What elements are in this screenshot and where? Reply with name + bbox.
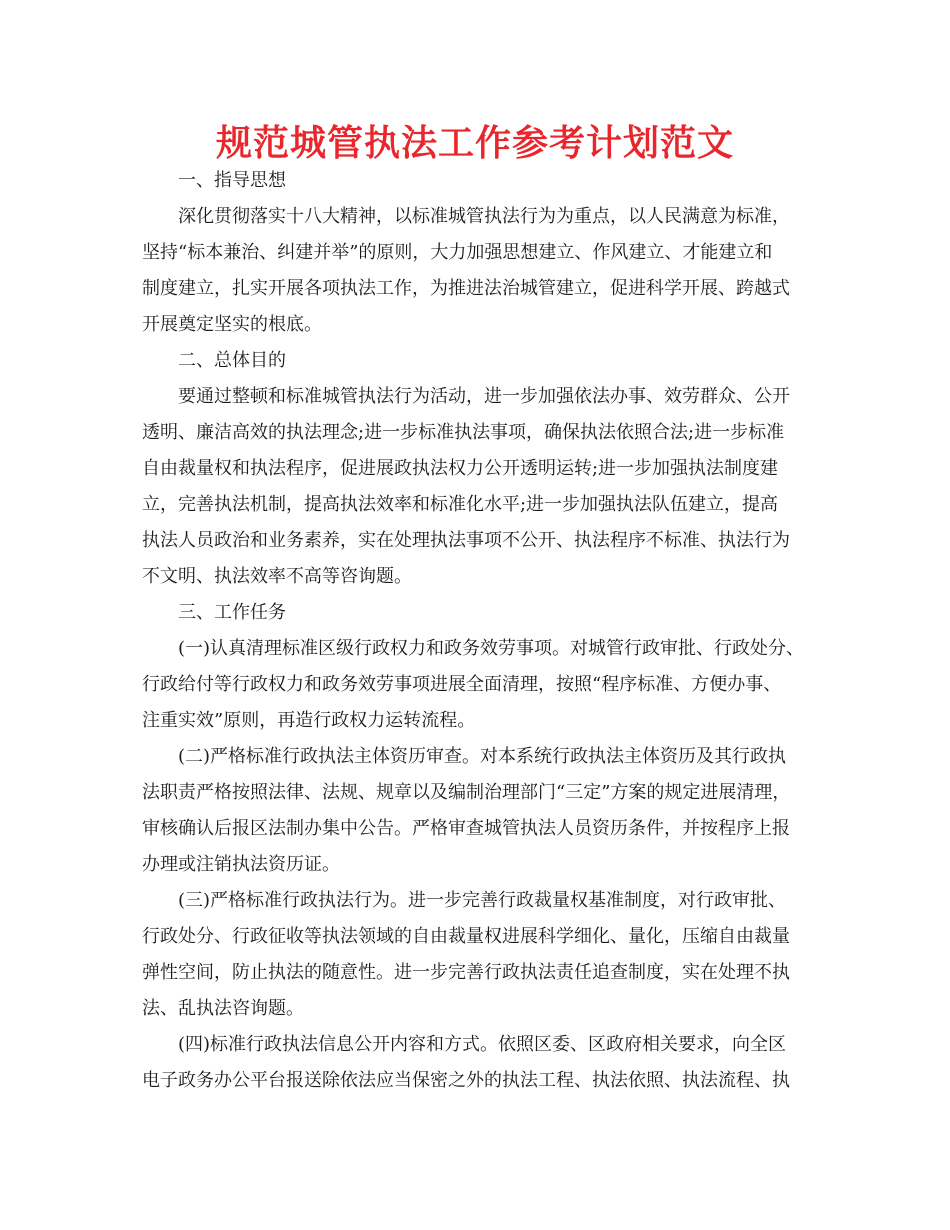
document-title: 规范城管执法工作参考计划范文: [215, 123, 734, 164]
text-line: 要通过整顿和标准城管执法行为活动，进一步加强依法办事、效劳群众、公开: [178, 386, 790, 407]
text-line: 透明、廉洁高效的执法理念;进一步标准执法事项，确保执法依照合法;进一步标准: [142, 422, 785, 443]
text-line: 坚持“标本兼治、纠建并举”的原则，大力加强思想建立、作风建立、才能建立和: [142, 242, 773, 263]
text-line: 注重实效”原则，再造行政权力运转流程。: [142, 710, 476, 731]
text-line: 执法人员政治和业务素养，实在处理执法事项不公开、执法程序不标准、执法行为: [142, 530, 790, 551]
document-body: [142, 163, 832, 1099]
text-line: 行政给付等行政权力和政务效劳事项进展全面清理，按照“程序标准、方便办事、: [142, 674, 782, 695]
text-line: 法职责严格按照法律、法规、规章以及编制治理部门“三定”方案的规定进展清理，: [142, 782, 791, 803]
text-line: 审核确认后报区法制办集中公告。严格审查城管执法人员资历条件，并按程序上报: [142, 818, 790, 839]
text-line: 立，完善执法机制，提高执法效率和标准化水平;进一步加强执法队伍建立，提高: [142, 494, 779, 515]
text-line: 电子政务办公平台报送除依法应当保密之外的执法工程、执法依照、执法流程、执: [142, 1070, 790, 1091]
text-line: 一、指导思想: [178, 170, 286, 191]
text-line: 深化贯彻落实十八大精神，以标准城管执法行为为重点，以人民满意为标准，: [178, 206, 790, 227]
text-line: (二)严格标准行政执法主体资历审查。对本系统行政执法主体资历及其行政执: [178, 746, 787, 767]
text-line: 二、总体目的: [178, 350, 286, 371]
text-line: (三)严格标准行政执法行为。进一步完善行政裁量权基准制度，对行政审批、: [178, 890, 787, 911]
text-line: 三、工作任务: [178, 602, 286, 623]
text-line: 自由裁量权和执法程序，促进展政执法权力公开透明运转;进一步加强执法制度建: [142, 458, 779, 479]
text-line: 开展奠定坚实的根底。: [142, 314, 322, 335]
text-line: (四)标准行政执法信息公开内容和方式。依照区委、区政府相关要求，向全区: [178, 1034, 787, 1055]
text-line: 行政处分、行政征收等执法领域的自由裁量权进展科学细化、量化，压缩自由裁量: [142, 926, 790, 947]
text-line: 制度建立，扎实开展各项执法工作，为推进法治城管建立，促进科学开展、跨越式: [142, 278, 790, 299]
text-line: 弹性空间，防止执法的随意性。进一步完善行政执法责任追查制度，实在处理不执: [142, 962, 790, 983]
text-line: (一)认真清理标准区级行政权力和政务效劳事项。对城管行政审批、行政处分、: [178, 638, 805, 659]
text-line: 不文明、执法效率不高等咨询题。: [142, 566, 412, 587]
text-line: 法、乱执法咨询题。: [142, 998, 304, 1019]
text-line: 办理或注销执法资历证。: [142, 854, 340, 875]
